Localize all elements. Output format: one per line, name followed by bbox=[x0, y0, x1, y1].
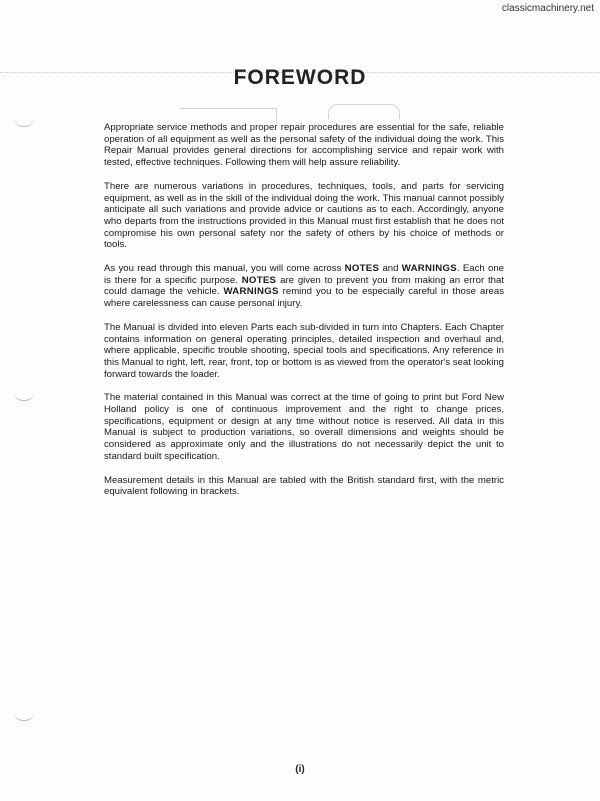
text-segment: As you read through this manual, you will come across bbox=[104, 263, 345, 275]
warnings-label: WARNINGS bbox=[401, 263, 457, 275]
page-title: FOREWORD bbox=[233, 66, 367, 89]
text-segment: are given to prevent you from making an error that could damage the vehicle. bbox=[104, 274, 504, 298]
foreword-body bbox=[104, 122, 504, 510]
margin-scan-mark bbox=[14, 392, 34, 401]
watermark: classicmachinery.net bbox=[501, 3, 594, 14]
stamp-mark-right bbox=[328, 104, 400, 119]
paragraph-notes-warnings bbox=[104, 263, 504, 310]
paragraph-structure: The Manual is divided into eleven Parts each sub-divided in turn into Chapters. Each Chapter contains information on general operating principles, detailed inspection and overhaul and, where applicable, specific trouble shooting, special tools and specifications. Any reference in this Manual to right, left, rear, front, top or bottom is as viewed from the operator's seat looking forward towards the loader. bbox=[104, 321, 504, 380]
text-segment: and bbox=[379, 263, 402, 275]
notes-label: NOTES bbox=[344, 263, 380, 275]
notes-label: NOTES bbox=[241, 274, 277, 286]
page-number: (i) bbox=[295, 764, 305, 775]
margin-scan-mark bbox=[14, 712, 34, 721]
paragraph-variations: There are numerous variations in procedures, techniques, tools, and parts for servicing equipment, as well as in the skill of the individual doing the work. This manual cannot possibly anticipate all such variations and provide advice or cautions as to each. Accordingly, anyone who departs from the instructions provided in this Manual must first establish that he does not compromise his own personal safety nor the safety of others by his choice of methods or tools. bbox=[104, 180, 504, 251]
text-segment: remind you to be especially careful in those areas where carelessness can cause personal injury. bbox=[104, 286, 504, 310]
paragraph-policy: The material contained in this Manual was correct at the time of going to print but Ford New Holland policy is one of continuous improvement and the right to change prices, specifications, equipment or design at any time without notice is reserved. All data in this Manual is subject to production variations, so overall dimensions and weights should be considered as approximate only and the illustrations do not necessarily depict the unit to standard built specification. bbox=[104, 392, 504, 462]
stamp-mark-left bbox=[180, 108, 277, 123]
margin-scan-mark bbox=[14, 118, 34, 127]
text-segment: . Each one is there for a specific purpose. bbox=[104, 263, 504, 286]
paragraph-purpose: Appropriate service methods and proper repair procedures are essential for the safe, reliable operation of all equipment as well as the personal safety of the individual doing the work. This Repair Manual provides general directions for accomplishing service and repair work with tested, effective techniques. Following them will help assure reliability. bbox=[104, 122, 504, 169]
paragraph-measurements: Measurement details in this Manual are tabled with the British standard first, with the metric equivalent following in brackets. bbox=[104, 474, 504, 498]
warnings-label: WARNINGS bbox=[223, 286, 279, 298]
